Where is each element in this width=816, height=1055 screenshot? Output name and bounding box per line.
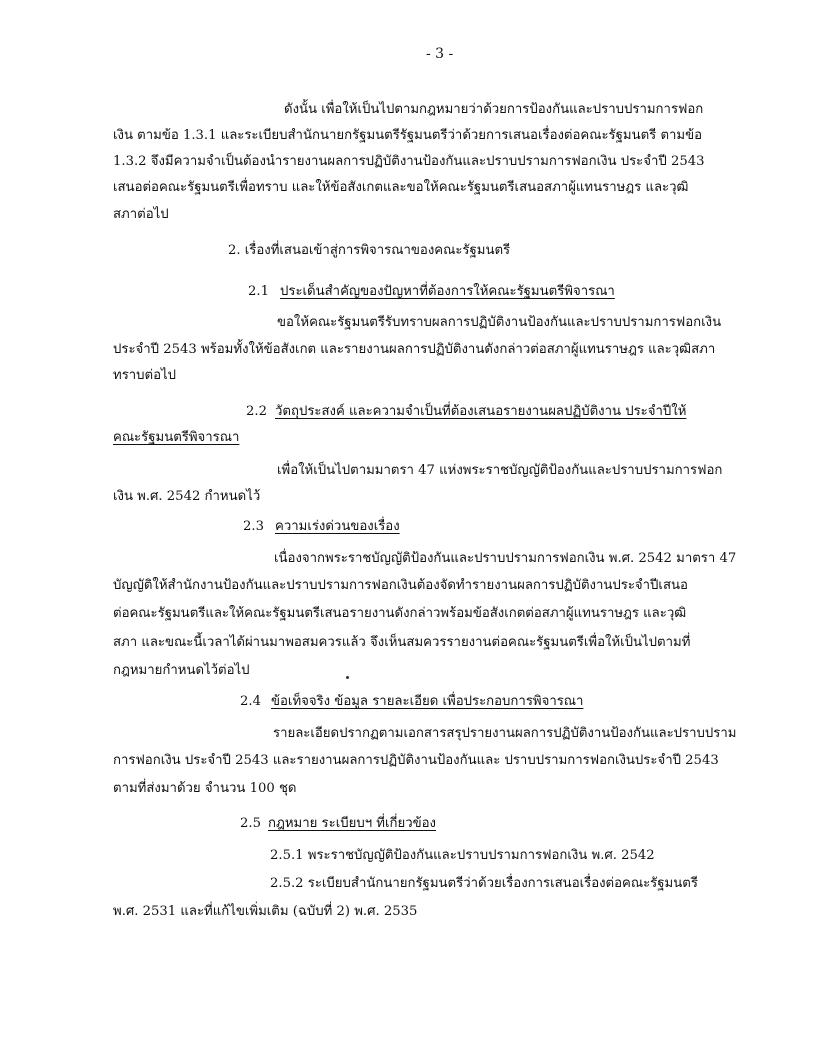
paragraph-line: บัญญัติให้สำนักงานป้องกันและปราบปรามการฟอกเงินต้องจัดทำรายงานผลการปฏิบัติงานประจำปีเสนอ — [113, 578, 688, 593]
scan-speck — [346, 676, 349, 679]
paragraph-line: เงิน ตามข้อ 1.3.1 และระเบียบสำนักนายกรัฐมนตรีรัฐมนตรีว่าด้วยการเสนอเรื่องต่อคณะรัฐมนตรี ตามข้อ — [113, 128, 703, 143]
subsection-number: 2.5 — [240, 816, 261, 831]
paragraph-line: เสนอต่อคณะรัฐมนตรีเพื่อทราบ และให้ข้อสังเกตและขอให้คณะรัฐมนตรีเสนอสภาผู้แทนราษฎร และวุฒิ — [113, 180, 689, 195]
paragraph-line: เนื่องจากพระราชบัญญัติป้องกันและปราบปรามการฟอกเงิน พ.ศ. 2542 มาตรา 47 — [274, 551, 737, 566]
page-number: - 3 - — [426, 46, 454, 62]
subsection-title: วัตถุประสงค์ และความจำเป็นที่ต้องเสนอรายงานผลปฏิบัติงาน ประจำปีให้ — [275, 404, 687, 419]
paragraph-line: เพื่อให้เป็นไปตามมาตรา 47 แห่งพระราชบัญญัติป้องกันและปราบปรามการฟอก — [277, 463, 723, 478]
subsection-title-cont: คณะรัฐมนตรีพิจารณา — [113, 430, 240, 445]
paragraph-line: 1.3.2 จึงมีความจำเป็นต้องนำรายงานผลการปฏิบัติงานป้องกันและปราบปรามการฟอกเงิน ประจำปี 2543 — [113, 154, 705, 169]
paragraph-line: การฟอกเงิน ประจำปี 2543 และรายงานผลการปฏิบัติงานป้องกันและ ปราบปรามการฟอกเงินประจำปี 2543 — [113, 753, 719, 768]
subsection-title: ประเด็นสำคัญของปัญหาที่ต้องการให้คณะรัฐมนตรีพิจารณา — [280, 284, 615, 299]
list-item: 2.5.1 พระราชบัญญัติป้องกันและปราบปรามการฟอกเงิน พ.ศ. 2542 — [270, 848, 655, 863]
subsection-number: 2.4 — [240, 694, 261, 709]
paragraph-line: สภา และขณะนี้เวลาได้ผ่านมาพอสมควรแล้ว จึงเห็นสมควรรายงานต่อคณะรัฐมนตรีเพื่อให้เป็นไปตามที่ — [113, 635, 691, 650]
section-heading: 2. เรื่องที่เสนอเข้าสู่การพิจารณาของคณะรัฐมนตรี — [228, 243, 511, 258]
paragraph-line: ขอให้คณะรัฐมนตรีรับทราบผลการปฏิบัติงานป้องกันและปราบปรามการฟอกเงิน — [277, 315, 722, 330]
subsection-number: 2.2 — [246, 404, 267, 419]
paragraph-line: เงิน พ.ศ. 2542 กำหนดไว้ — [113, 489, 261, 504]
subsection-title: กฎหมาย ระเบียบฯ ที่เกี่ยวข้อง — [268, 816, 436, 831]
paragraph-line: ตามที่ส่งมาด้วย จำนวน 100 ชุด — [113, 781, 297, 796]
subsection-number: 2.3 — [243, 519, 264, 534]
paragraph-line: ทราบต่อไป — [113, 368, 177, 383]
subsection-title: ข้อเท็จจริง ข้อมูล รายละเอียด เพื่อประกอบการพิจารณา — [271, 694, 584, 709]
paragraph-line: ดังนั้น เพื่อให้เป็นไปตามกฎหมายว่าด้วยการป้องกันและปราบปรามการฟอก — [284, 102, 704, 117]
paragraph-line: กฎหมายกำหนดไว้ต่อไป — [113, 663, 250, 678]
paragraph-line: สภาต่อไป — [113, 207, 169, 222]
paragraph-line: ต่อคณะรัฐมนตรีและให้คณะรัฐมนตรีเสนอรายงานดังกล่าวพร้อมข้อสังเกตต่อสภาผู้แทนราษฎร และวุฒิ — [113, 606, 687, 621]
subsection-title: ความเร่งด่วนของเรื่อง — [275, 519, 400, 534]
list-item: 2.5.2 ระเบียบสำนักนายกรัฐมนตรีว่าด้วยเรื่องการเสนอเรื่องต่อคณะรัฐมนตรี — [270, 876, 698, 891]
paragraph-line: ประจำปี 2543 พร้อมทั้งให้ข้อสังเกต และรายงานผลการปฏิบัติงานดังกล่าวต่อสภาผู้แทนราษฎร และวุฒิสภา — [113, 342, 716, 357]
list-item-cont: พ.ศ. 2531 และที่แก้ไขเพิ่มเติม (ฉบับที่ 2) พ.ศ. 2535 — [113, 904, 418, 919]
paragraph-line: รายละเอียดปรากฏตามเอกสารสรุปรายงานผลการปฏิบัติงานป้องกันและปราบปราม — [273, 726, 737, 741]
subsection-number: 2.1 — [248, 284, 269, 299]
